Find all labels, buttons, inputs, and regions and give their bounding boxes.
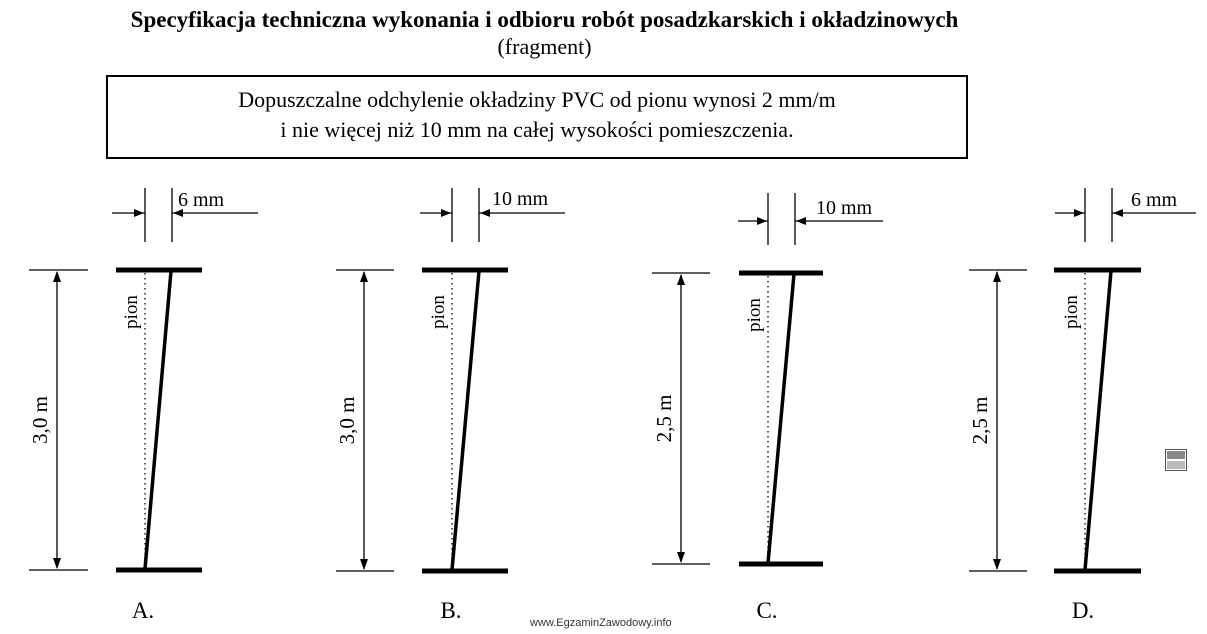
deviation-arrow-left-icon [441, 209, 451, 217]
page-subtitle: (fragment) [497, 34, 592, 59]
ez-info-logo [1165, 449, 1187, 471]
option-label: B. [440, 598, 462, 623]
diagram-option-d [968, 188, 1196, 623]
diagram-option-a [28, 188, 258, 623]
cladding-line [1085, 271, 1111, 570]
plumb-label: pion [121, 295, 142, 329]
diagram-option-c [652, 193, 883, 623]
height-arrow-top-icon [53, 271, 61, 282]
height-arrow-top-icon [360, 271, 368, 282]
spec-line-2: i nie więcej niż 10 mm na całej wysokości pomieszczenia. [280, 117, 794, 142]
height-arrow-bottom-icon [53, 558, 61, 569]
height-label: 3,0 m [335, 396, 359, 445]
deviation-label: 6 mm [1131, 189, 1178, 211]
option-label: C. [756, 598, 778, 623]
option-label: D. [1071, 598, 1095, 623]
page-title: Specyfikacja techniczna wykonania i odbioru robót posadzkarskich i okładzinowych [130, 7, 959, 32]
spec-line-1: Dopuszczalne odchylenie okładziny PVC od pionu wynosi 2 mm/m [238, 87, 836, 112]
deviation-arrow-right-icon [480, 209, 490, 217]
cladding-line [768, 274, 794, 563]
height-arrow-top-icon [677, 274, 685, 285]
cladding-line [452, 271, 479, 570]
plumb-label: pion [1061, 295, 1082, 329]
watermark: www.EgzaminZawodowy.info [530, 617, 672, 629]
deviation-arrow-right-icon [796, 217, 806, 225]
deviation-arrow-left-icon [757, 217, 767, 225]
height-label: 2,5 m [652, 394, 676, 443]
height-arrow-top-icon [993, 271, 1001, 282]
deviation-arrow-left-icon [1074, 209, 1084, 217]
height-arrow-bottom-icon [993, 559, 1001, 570]
deviation-label: 6 mm [178, 189, 225, 211]
height-arrow-bottom-icon [677, 552, 685, 563]
cladding-line [145, 271, 171, 569]
height-label: 2,5 m [968, 396, 992, 445]
deviation-arrow-left-icon [134, 209, 144, 217]
deviation-arrow-right-icon [1113, 209, 1123, 217]
deviation-label: 10 mm [816, 197, 873, 219]
plumb-label: pion [428, 295, 449, 329]
height-label: 3,0 m [28, 396, 52, 444]
height-arrow-bottom-icon [360, 559, 368, 570]
diagram-option-b [335, 188, 565, 623]
option-label: A. [131, 598, 155, 623]
plumb-label: pion [744, 298, 765, 332]
deviation-label: 10 mm [492, 188, 549, 210]
